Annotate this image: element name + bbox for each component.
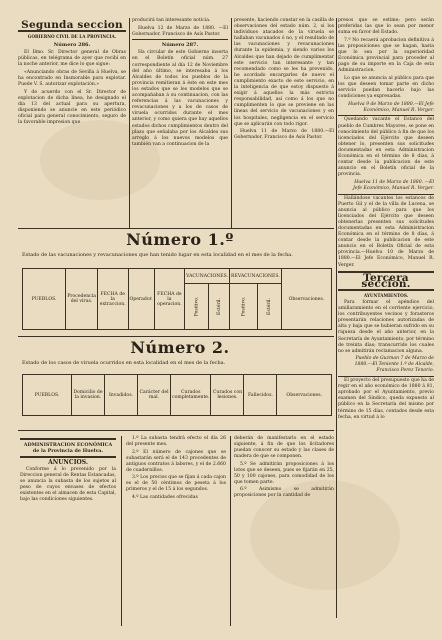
paragraph: Conforme á lo prevenido por la Direccion general de Rentas Estancadas, se anuncia la subasta de los sujetos al peso de cuyos envases de efectos existentes en el almacen de esta Capital, bajo las condiciones siguientes. [20, 467, 116, 502]
table-2-caption: Estado de los casos de viruela ocurridos en esta localidad en el mes de la fecha. [22, 360, 226, 366]
column-divider [129, 18, 130, 228]
paragraph: presos que se estime; pero serán preferidas las que lo sean por menor suma en favor del Estado. [338, 18, 434, 36]
section-heading: Segunda seccion [21, 19, 123, 31]
numero-heading: Número 287. [161, 42, 199, 49]
column-divider [336, 18, 337, 618]
paragraph: Para formar el apéndice del amillaramiento en el corriente ejercicio, los contribuyentes vecinos y forasteros presentarán relaciones autorizadas de alta y baja que se hubieran sufrido en su riqueza desde el año anterior, en la Secretaría de Ayuntamiento, por término de treinta días; transcurrido los cuales no se admitirán reclamacion alguna. [338, 299, 434, 354]
column-2 [132, 18, 228, 149]
rule [132, 39, 228, 40]
paragraph: 7.ª No recaerá aprobacion definitiva á las proposiciones que se hagan, hasta que lo sea por la superioridad Económica provincial para proceder al pago de su importe en la Caja de esta Administracion. [338, 37, 434, 74]
col-header: PUEBLOS. [23, 269, 66, 330]
table-1-top-rule [18, 228, 334, 229]
paragraph: El Ilmo. Sr. Director general de Obras públicas, en telégrama de ayer que recibí en la noche anterior, me dice lo que sigue: [18, 50, 126, 68]
col-header: Carácter del mal. [138, 375, 171, 416]
column-3 [234, 18, 334, 143]
sub-header: Estéril. [208, 284, 229, 330]
paragraph: 1.º La subasta tendrá efecto el día 26 del presente mes. [126, 436, 226, 447]
table-2-title: Número 2. [130, 338, 230, 357]
smallpox-table [22, 374, 332, 416]
col-header: Domicilio de la invasion. [72, 375, 105, 416]
double-rule [20, 456, 116, 458]
rule [338, 376, 434, 377]
sub-header: Positivo. [230, 284, 258, 330]
paragraph: Lo que se anuncia al público para que los que deseen tomar parte en dicho servicio puedan hacerlo bajo las condiciones ya expresadas. [338, 75, 434, 100]
col-header: Curados completamente. [171, 375, 211, 416]
paragraph: Quedando vacante el Estanco del pueblo de Cumbres Mayores, se pone en conocimiento del público á fin de que los licenciados del Ejército que deseen obtener lo, presenten sus solicitudes documentadas en esta Administracion Económica en el término de 8 días, á contar desde la publicacion de este anuncio en el Boletín oficial de la provincia. [338, 117, 434, 178]
bottom-column-2 [126, 436, 226, 502]
paragraph: Hallándose vacantes los estancos de Puerto Gil y el de la villa de Lucena, se anuncia al público para que los licenciados del Ejército que deseen obtenerlas presenten sus solicitudes documentadas en esta Administracion Económica en el término de 8 días, á contar desde la publicacion de este anuncio en el Boletín Oficial de esta provincia.—Huelva 10 de Marzo de 1880.—El Jefe Económico, Manuel R. Verger. [338, 195, 434, 268]
sub-header: Estéril. [257, 284, 281, 330]
col-header: Observaciones. [277, 375, 332, 416]
rule [338, 194, 434, 195]
col-header: Curados con lesiones. [211, 375, 244, 416]
sub-header: Positivo. [185, 284, 209, 330]
column-4 [338, 18, 434, 422]
paragraph: 6.º Asimismo se admitirán proposiciones por la cantidad de [234, 487, 334, 498]
col-header: Operador. [128, 269, 154, 330]
vaccination-table [22, 268, 332, 330]
paragraph: 3.º Los precios que se fijan á cada cajon es el de 50 céntimos de peseta á los primeros y el de 15 á los segundos. [126, 475, 226, 492]
col-header: Procedencia del virus. [66, 269, 98, 330]
table-1-caption: Estado de las vacunaciones y revacunaciones que han tenido lugar en esta localidad en el mes de la fecha. [22, 252, 293, 258]
numero-heading: Número 286. [53, 42, 91, 49]
paragraph: producirá tan interesante noticia. [132, 18, 211, 23]
signature: Pueblo de Guzman 7 de Marzo de 1880.—El Teniente 1.º de Alcalde, Francisco Perez Tenorio. [354, 356, 434, 374]
col-header: Observaciones. [281, 269, 331, 330]
col-header: FECHA de la extraccion. [97, 269, 128, 330]
col-header: Fallecidos. [244, 375, 277, 416]
paragraph: Y de acuerdo con el Sr. Director de explotacion de dicha línea, he designado el día 13 del actual para su apertura, disponiendo se anuncie en este periódico oficial para general conocimiento, seguro de la favorable impresion que [18, 89, 126, 126]
paragraph: 2.º El número de cajones que se subastarán será el de 143 procedentes de antiguos contratos á labores, y el de 2.660 de cuadernillos. [126, 449, 226, 473]
group-header: VACUNACIONES. [185, 269, 230, 284]
paragraph: «Anunciando obras de Sevilla á Huelva, se ha encontrado en Insmorable para explotar. Puede V. S. autorizar explotación.» [18, 70, 126, 88]
column-divider [231, 18, 232, 228]
ayuntamientos-heading: AYUNTAMIENTOS. [363, 292, 409, 298]
paragraph: 5.º Se admitirán proposiciones á los lotes que se deseen, pues se fijarán en 25, 50 y 100 cajones, para comodidad de los que tomen parte. [234, 461, 334, 485]
col-header: FECHA de la operacion. [154, 269, 184, 330]
bottom-column-1 [20, 436, 116, 505]
paragraph: 4.º Las cantidades ofrecidas [132, 494, 198, 500]
double-rule [20, 438, 116, 440]
paragraph: presente, haciendo constar en la casilla de observaciones del estado núm. 2, si los individuos atacados de la viruela se hallaban vacunados ó no, y el resultado de las vacunaciones y revacunaciones durante la epidemia, y siendo varios los Alcaldes que han dejado de cumplimentar este servicio tan interesante y tan recomendado como se les ha prevenido, he acordado encargarles de nuevo el cumplimiento exacto de este servicio, en la inteligencia de que estoy dispuesto á exigir á aquellos la más estricta responsabilidad, así como á los que no cumplimenten lo que se previene en las líneas del servicio de vacunaciones y en los hospitales, negligencia en el servicio que se aplicarán con todo rigor. [234, 18, 334, 127]
table-2-bottom-rule [18, 430, 334, 431]
admin-heading: ADMINISTRACION ECONÓMICA de la Provincia de Huelva. [23, 442, 113, 454]
bottom-column-3 [234, 436, 334, 501]
paragraph: Ha circular de este Gobierno inserta en el Boletín oficial núm. 27 correspondiente al día 12 de Noviembre del año último, se interesaba á los Alcaldes de todos los pueblos de la provincia remitieran á éste en este mes los estados que se les modelos que se acompañaban á su continuacion, con las referencias á las vacunaciones y revacunaciones y a los de casos de viruela ocurridos durante el mes anterior, y como quiera que hay aquellos estados dichos cumplimientos dentro del plazo que señalaba por los Alcaldes sus arreglo á los nuevos modelos que también van a continuacion de la [132, 50, 228, 147]
gobierno-heading: GOBIERNO CIVIL DE LA PROVINCIA. [27, 34, 117, 40]
paragraph: Huelva 11 de Marzo de 1880.—El Gobernador, Francisco de Asís Pastor. [234, 129, 334, 141]
section-heading: Tercera seccion. [361, 271, 411, 290]
paragraph: El proyecto del presupuesto que ha de regir en el año económico de 1880 á 81, aprobado por el Ayuntamiento, previo examen del Sindico, queda expuesto al público en la Secretaría del mismo por término de 15 días, contados desde esta fecha, en virtud á lo [338, 378, 434, 420]
table-1-bottom-rule [18, 336, 334, 337]
paragraph: deberán de manifestarlo en el estado siguiente, á fin de que los licitadores puedan conocer su estado y las clases de madera de que se componen. [234, 436, 334, 459]
group-header: REVACUNACIONES. [230, 269, 282, 284]
table-1-title: Número 1.º [126, 230, 234, 249]
column-divider [230, 436, 231, 626]
paragraph: Huelva 12 de Marzo de 1880. —El Gobernador, Francisco de Asís Pastor. [132, 25, 228, 37]
signature: Huelva 11 de Marzo de 1880. —El Jefe Económico, Manuel R. Verger. [353, 179, 434, 191]
anuncios-heading: ANUNCIOS. [48, 459, 88, 466]
column-1 [18, 19, 126, 128]
column-divider [121, 436, 122, 626]
col-header: Invadidos. [105, 375, 138, 416]
signature: Huelva 9 de Marzo de 1880.—El Jefe Económico, Manuel R. Verger. [348, 101, 434, 113]
col-header: PUEBLOS. [23, 375, 72, 416]
